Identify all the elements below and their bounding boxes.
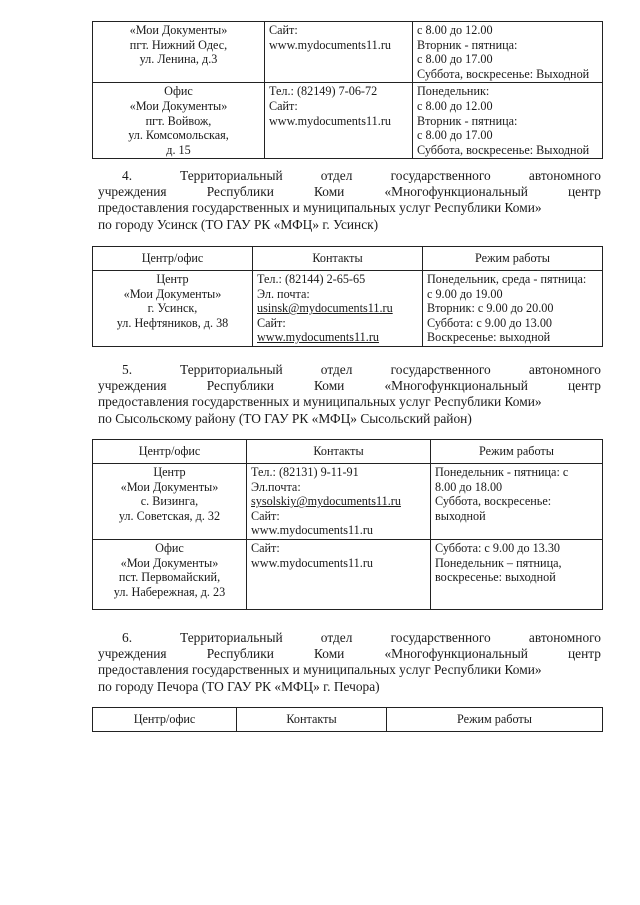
hours-cell: Суббота: с 9.00 до 13.30 Понедельник – пятница, воскресенье: выходной (431, 539, 603, 609)
contacts-cell: Тел.: (82149) 7-06-72 Сайт: www.mydocuments11.ru (265, 83, 413, 159)
table-section-6 (92, 707, 603, 732)
heading-line: по Сысольскому району (ТО ГАУ РК «МФЦ» Сысольский район) (98, 410, 472, 426)
table-header-row (93, 247, 603, 271)
office-cell: Центр «Мои Документы» с. Визинга, ул. Советская, д. 32 (93, 464, 247, 540)
hours-cell: с 8.00 до 12.00 Вторник - пятница: с 8.00 до 17.00 Суббота, воскресенье: Выходной (413, 22, 603, 83)
heading-line: учреждения Республики Коми «Многофункциональный центр (98, 184, 601, 200)
contacts-cell: Сайт: www.mydocuments11.ru (247, 539, 431, 609)
heading-line: по городу Печора (ТО ГАУ РК «МФЦ» г. Печора) (98, 678, 380, 694)
email-link[interactable]: sysolskiy@mydocuments11.ru (251, 494, 401, 509)
office-cell: Центр «Мои Документы» г. Усинск, ул. Нефтяников, д. 38 (93, 271, 253, 347)
column-header: Контакты (247, 440, 431, 464)
column-header: Режим работы (387, 708, 603, 732)
table-header-row (93, 708, 603, 732)
contacts-cell: Тел.: (82131) 9-11-91 Эл.почта: sysolskiy@mydocuments11.ru Сайт: www.mydocuments11.ru (247, 464, 431, 540)
hours-cell: Понедельник: с 8.00 до 12.00 Вторник - пятница: с 8.00 до 17.00 Суббота, воскресенье: Выходной (413, 83, 603, 159)
office-cell: «Мои Документы» пгт. Нижний Одес, ул. Ленина, д.3 (93, 22, 265, 83)
contacts-cell: Сайт: www.mydocuments11.ru (265, 22, 413, 83)
office-cell: Офис «Мои Документы» пгт. Войвож, ул. Комсомольская, д. 15 (93, 83, 265, 159)
heading-line: по городу Усинск (ТО ГАУ РК «МФЦ» г. Усинск) (98, 216, 379, 232)
column-header: Режим работы (423, 247, 603, 271)
column-header: Контакты (237, 708, 387, 732)
hours-cell: Понедельник - пятница: с 8.00 до 18.00 Суббота, воскресенье: выходной (431, 464, 603, 540)
heading-line: предоставления государственных и муниципальных услуг Республики Коми» (98, 394, 542, 410)
table-top (92, 21, 603, 159)
heading-line: 6. Территориальный отдел государственного автономного (122, 630, 601, 645)
table-header-row (93, 440, 603, 464)
contacts-cell: Тел.: (82144) 2-65-65 Эл. почта: usinsk@mydocuments11.ru Сайт: www.mydocuments11.ru (253, 271, 423, 347)
heading-line: учреждения Республики Коми «Многофункциональный центр (98, 378, 601, 394)
heading-line: 4. Территориальный отдел государственного автономного (122, 168, 601, 183)
table-section-4 (92, 246, 603, 347)
heading-line: предоставления государственных и муниципальных услуг Республики Коми» (98, 662, 542, 678)
email-link[interactable]: usinsk@mydocuments11.ru (257, 301, 393, 316)
hours-cell: Понедельник, среда - пятница: с 9.00 до 19.00 Вторник: с 9.00 до 20.00 Суббота: с 9.00 до 13.00 Воскресенье: выходной (423, 271, 603, 347)
column-header: Режим работы (431, 440, 603, 464)
heading-line: 5. Территориальный отдел государственного автономного (122, 362, 601, 377)
heading-line: учреждения Республики Коми «Многофункциональный центр (98, 646, 601, 662)
column-header: Центр/офис (93, 708, 237, 732)
table-section-5 (92, 439, 603, 610)
column-header: Центр/офис (93, 440, 247, 464)
section-4-heading (98, 168, 601, 233)
office-cell: Офис «Мои Документы» пст. Первомайский, ул. Набережная, д. 23 (93, 539, 247, 609)
table-row (93, 271, 603, 347)
table-row (93, 83, 603, 159)
section-5-heading (98, 362, 601, 427)
table-row (93, 464, 603, 540)
section-6-heading (98, 630, 601, 695)
heading-line: предоставления государственных и муниципальных услуг Республики Коми» (98, 200, 542, 216)
column-header: Контакты (253, 247, 423, 271)
table-row (93, 539, 603, 609)
column-header: Центр/офис (93, 247, 253, 271)
website-link[interactable]: www.mydocuments11.ru (257, 330, 379, 345)
table-row (93, 22, 603, 83)
